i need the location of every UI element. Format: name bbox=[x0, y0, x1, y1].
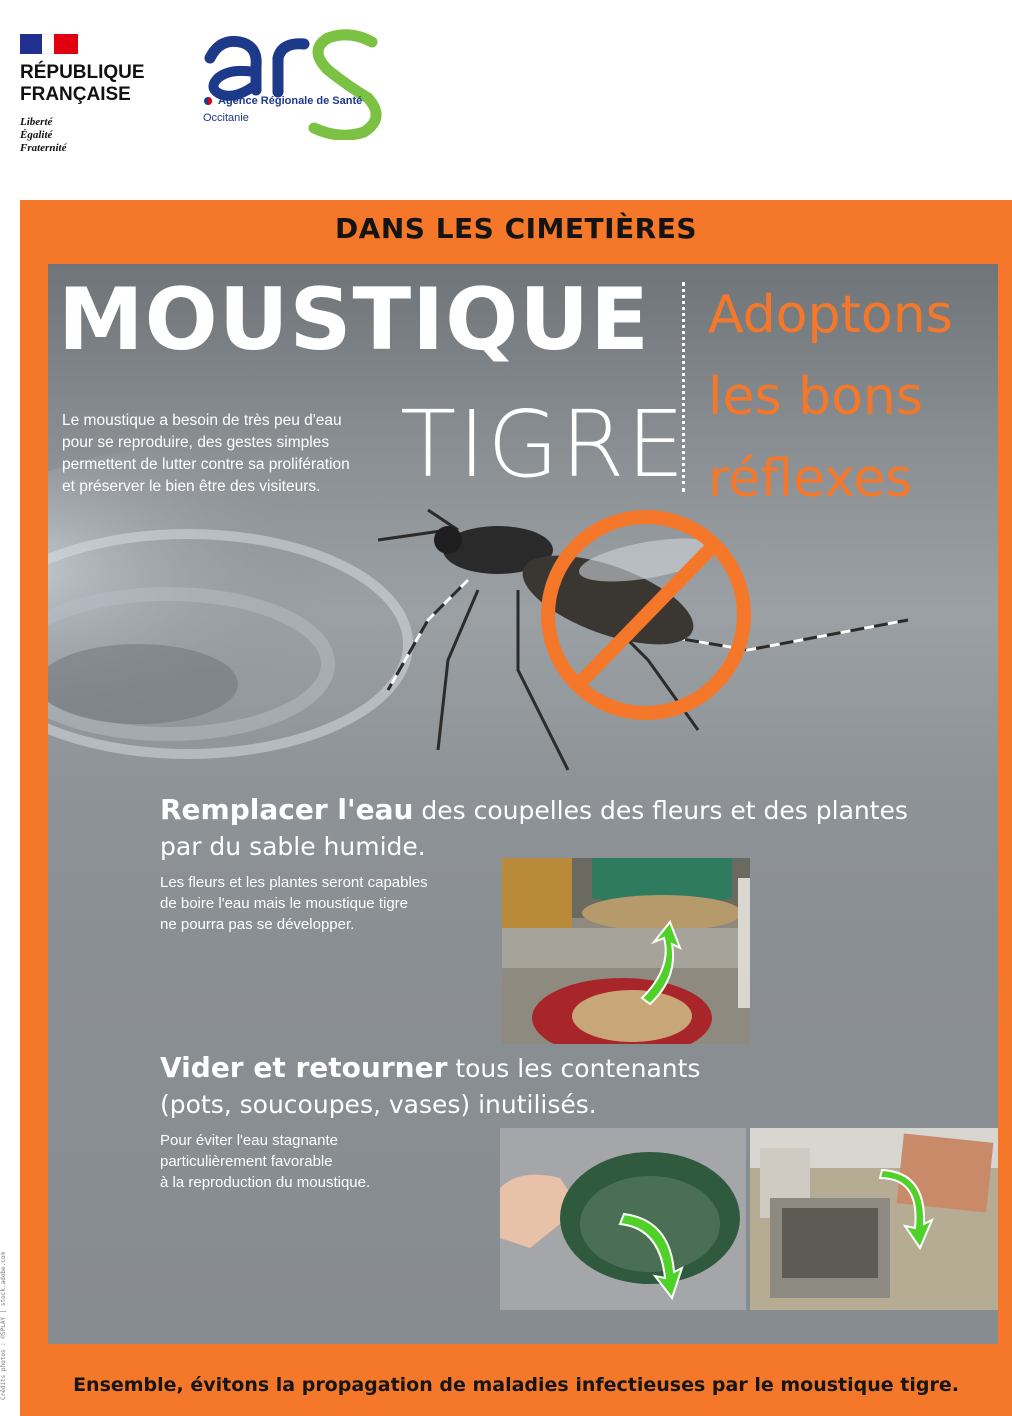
section2-description bbox=[160, 1130, 480, 1193]
section2-desc-line: particulièrement favorable bbox=[160, 1153, 333, 1170]
section1-desc-line: Les fleurs et les plantes seront capables bbox=[160, 874, 428, 891]
republique-francaise-name bbox=[20, 62, 145, 106]
photo-flower-pot-sand bbox=[502, 858, 750, 1044]
ars-agency-name: Agence Régionale de Santé bbox=[218, 95, 363, 107]
title-moustique: MOUSTIQUE bbox=[58, 270, 650, 370]
section1-line2: par du sable humide. bbox=[160, 832, 426, 861]
section1-desc-line: ne pourra pas se développer. bbox=[160, 916, 355, 933]
intro-line: permettent de lutter contre sa prolifération bbox=[62, 456, 350, 473]
mosquito-illustration bbox=[48, 490, 998, 790]
section1-desc-line: de boire l'eau mais le moustique tigre bbox=[160, 895, 408, 912]
french-flag-icon bbox=[20, 34, 78, 54]
motto-line1: Liberté bbox=[20, 116, 53, 128]
title-divider bbox=[682, 282, 685, 492]
photo-hand-saucer bbox=[500, 1128, 746, 1310]
slogan-line1: Adoptons bbox=[708, 285, 953, 345]
slogan-line2: les bons bbox=[708, 367, 923, 427]
photo-credit bbox=[0, 1240, 12, 1400]
ars-marianne-dot-icon bbox=[204, 97, 212, 105]
slogan-line3: réflexes bbox=[708, 449, 913, 509]
section2-rest: tous les contenants bbox=[447, 1054, 701, 1083]
section2-heading bbox=[160, 1050, 960, 1123]
section1-rest: des coupelles des fleurs et des plantes bbox=[413, 796, 908, 825]
section2-bold: Vider et retourner bbox=[160, 1051, 448, 1084]
section1-bold: Remplacer l'eau bbox=[160, 793, 414, 826]
motto-line2: Égalité bbox=[20, 129, 53, 141]
republique-name-line2: FRANÇAISE bbox=[20, 84, 131, 105]
section1-heading bbox=[160, 792, 960, 865]
intro-text bbox=[62, 410, 392, 498]
section2-line2: (pots, soucoupes, vases) inutilisés. bbox=[160, 1090, 597, 1119]
title-tigre: TIGRE bbox=[400, 391, 687, 498]
intro-line: Le moustique a besoin de très peu d'eau bbox=[62, 412, 342, 429]
photo-overturned-planter bbox=[750, 1128, 998, 1310]
photo-credit-text: Crédits photos : ©SPLAY | stock.adobe.com bbox=[0, 1251, 7, 1400]
footer-message: Ensemble, évitons la propagation de maladies infectieuses par le moustique tigre. bbox=[73, 1374, 959, 1396]
poster-heading: DANS LES CIMETIÈRES bbox=[334, 212, 698, 245]
slogan bbox=[708, 274, 953, 520]
republique-motto bbox=[20, 116, 66, 155]
section2-desc-line: à la reproduction du moustique. bbox=[160, 1174, 371, 1191]
ars-region: Occitanie bbox=[203, 112, 249, 124]
intro-line: pour se reproduire, des gestes simples bbox=[62, 434, 330, 451]
republique-name-line1: RÉPUBLIQUE bbox=[20, 62, 145, 83]
intro-line: et préserver le bien être des visiteurs. bbox=[62, 478, 321, 495]
motto-line3: Fraternité bbox=[20, 142, 67, 154]
section1-description bbox=[160, 872, 480, 935]
section2-desc-line: Pour éviter l'eau stagnante bbox=[160, 1132, 338, 1149]
